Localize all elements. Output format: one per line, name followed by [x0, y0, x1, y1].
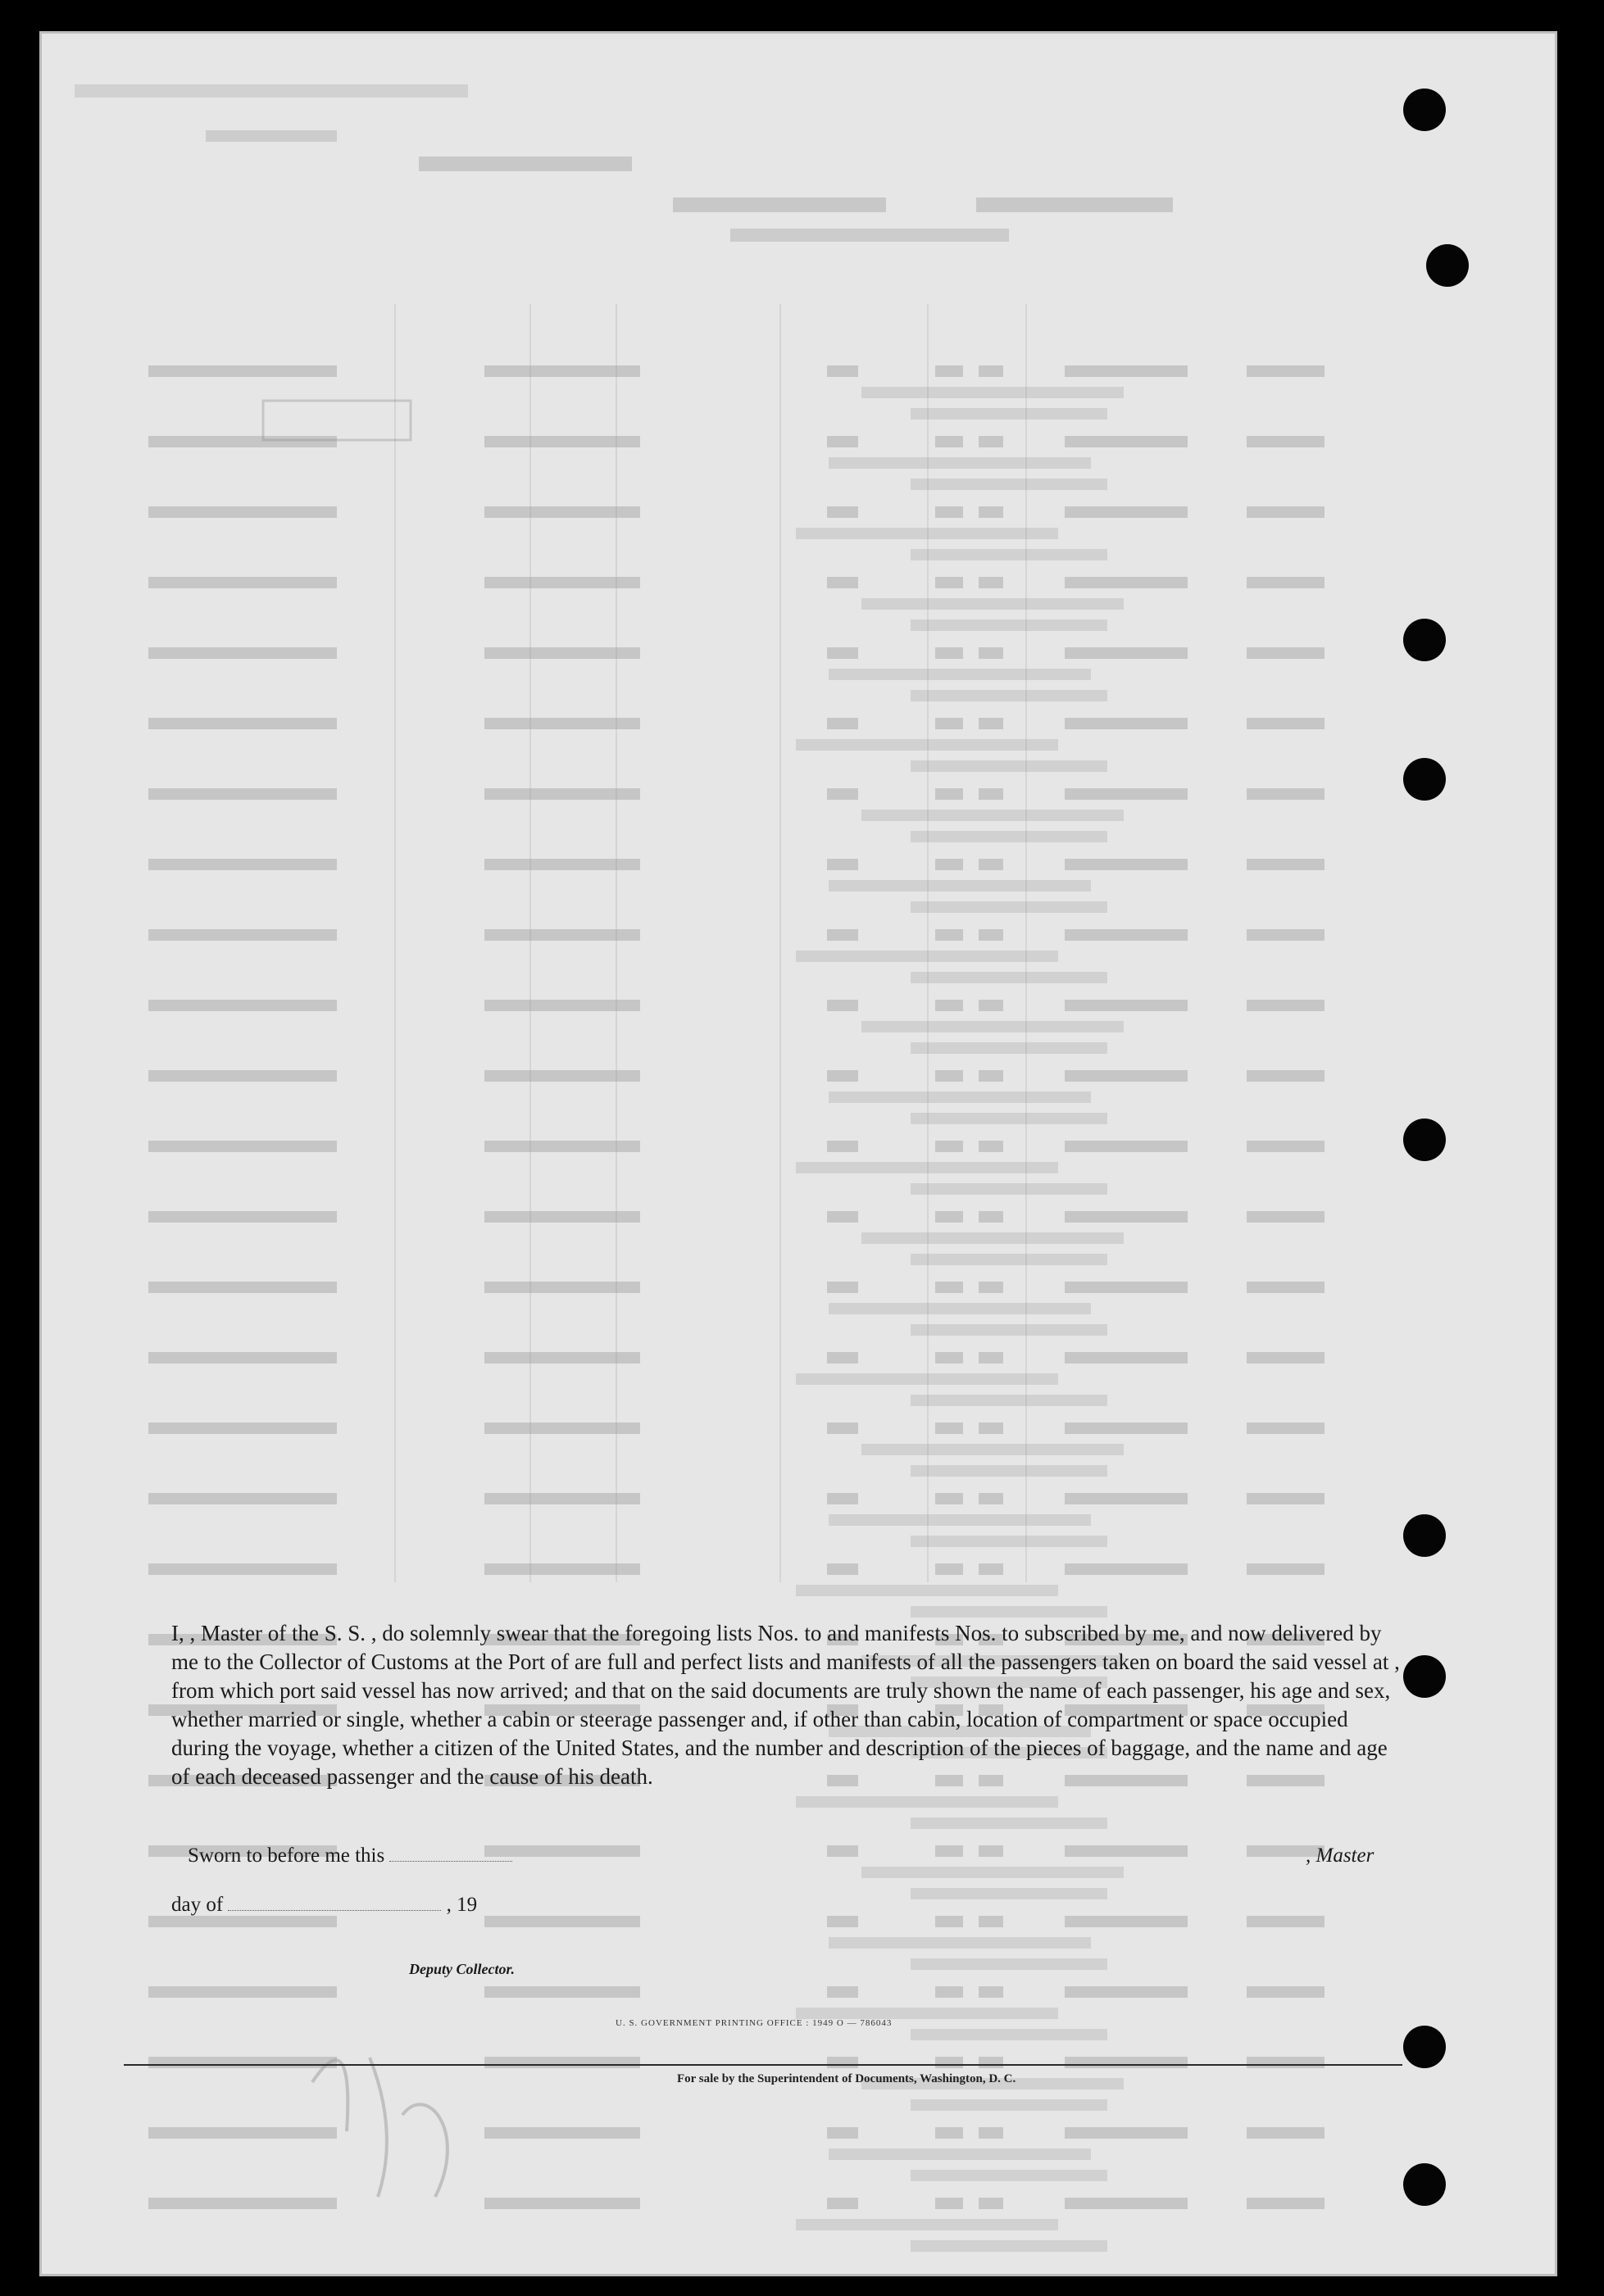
sworn-label: Sworn to before me this [188, 1845, 385, 1867]
day-of-label: day of [171, 1894, 224, 1916]
punch-hole [1403, 2026, 1446, 2068]
sale-imprint: For sale by the Superintendent of Documents, Washington, D. C. [677, 2072, 1016, 2085]
sworn-line [188, 1845, 512, 1867]
punch-hole [1403, 1655, 1446, 1698]
punch-hole [1403, 1514, 1446, 1557]
day-of-blank [228, 1910, 441, 1911]
bleed-through-text [42, 34, 1557, 2276]
gpo-imprint: U. S. GOVERNMENT PRINTING OFFICE : 1949 O — 786043 [616, 2018, 893, 2028]
footer-rule [124, 2064, 1402, 2066]
deputy-collector-label: Deputy Collector. [409, 1961, 515, 1977]
punch-hole [1426, 244, 1469, 287]
punch-hole [1403, 758, 1446, 801]
punch-hole [1403, 1119, 1446, 1161]
year-label: , 19 [446, 1894, 478, 1916]
punch-hole [1403, 619, 1446, 661]
oath-text: I, , Master of the S. S. , do solemnly swear that the foregoing lists Nos. to and manifests Nos. to subscribed by me, and now delivered by me to the Collector of Customs at the Port of are full and perfect lists and manifests of all the passengers taken on board the said vessel at , from which port said vessel has now arrived; and that on the said documents are truly shown the name of each passenger, his age and sex, whether married or single, whether a cabin or steerage passenger and, if other than cabin, location of compartment or space occupied during the voyage, whether a citizen of the United States, and the number and description of the pieces of baggage, and the name and age of each deceased passenger and the cause of his death. [171, 1621, 1400, 1789]
punch-hole [1403, 2163, 1446, 2206]
master-label: , Master [1306, 1845, 1375, 1867]
oath-paragraph [171, 1619, 1401, 1791]
punch-hole [1403, 88, 1446, 131]
manifest-sheet [39, 31, 1557, 2276]
sworn-date-blank [389, 1861, 512, 1862]
day-of-line [171, 1894, 477, 1917]
